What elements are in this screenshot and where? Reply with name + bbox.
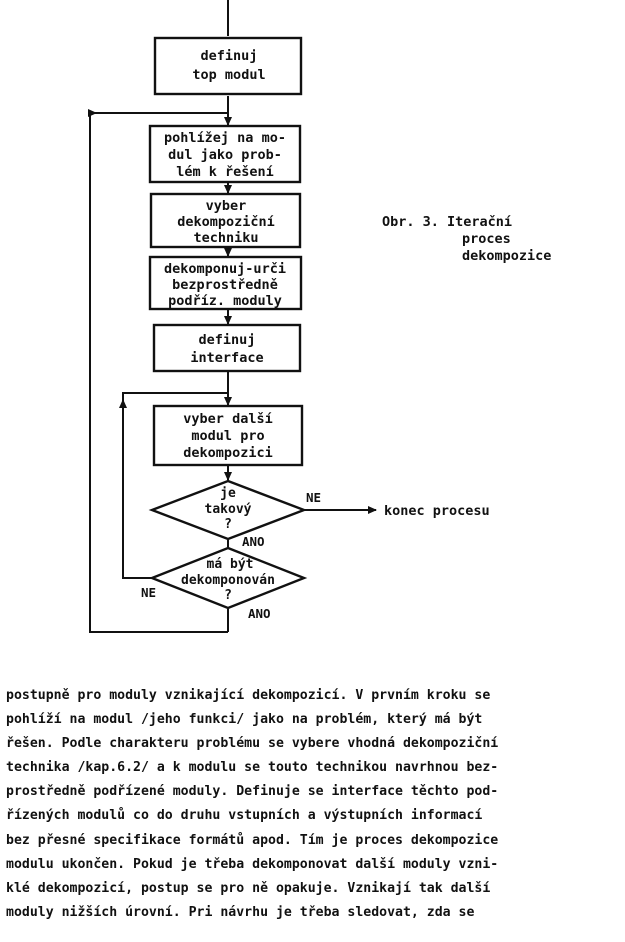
box6-line2: modul pro [191, 428, 265, 444]
body-line: modulu ukončen. Pokud je třeba dekomponovat další moduly vzni- [6, 856, 499, 872]
process-box-1 [155, 38, 301, 94]
body-line: moduly nižších úrovní. Pri návrhu je třeba sledovat, zda se [6, 904, 475, 920]
body-paragraph [6, 684, 618, 925]
box1-line1: definuj [200, 48, 258, 64]
process-box-2 [150, 126, 300, 182]
body-line: technika /kap.6.2/ a k modulu se touto technikou navrhnou bez- [6, 760, 499, 776]
decision2-line1: má být [206, 557, 254, 572]
figure-caption [382, 214, 551, 264]
box2-line2: dul jako prob- [168, 147, 282, 163]
end-process-label: konec procesu [384, 503, 490, 519]
process-box-3 [151, 194, 300, 247]
decision1-yes-label: ANO [242, 534, 265, 549]
box5-line2: interface [190, 350, 264, 366]
decision-diamond-2 [152, 548, 304, 608]
body-line: prostředně podřízené moduly. Definuje se interface těchto pod- [6, 784, 499, 800]
box4-line2: bezprostředně [172, 277, 278, 293]
process-box-4 [150, 257, 301, 309]
box3-line1: vyber [205, 198, 247, 214]
body-line: pohlíží na modul /jeho funkci/ jako na problém, který má být [6, 712, 483, 728]
decision1-line3: ? [224, 517, 232, 532]
caption-line3: dekompozice [462, 248, 552, 264]
decision2-no-label: NE [141, 585, 157, 600]
decision1-line2: takový [204, 502, 252, 517]
body-line: bez přesné specifikace formátů apod. Tím je proces dekompozice [6, 832, 499, 848]
box5-line1: definuj [198, 332, 256, 348]
box3-line3: techniku [193, 230, 259, 246]
process-box-6 [154, 406, 302, 465]
decision1-no-label: NE [306, 490, 322, 505]
decision1-line1: je [220, 486, 236, 501]
box6-line1: vyber další [183, 411, 273, 427]
body-line: postupně pro moduly vznikající dekompozicí. V prvním kroku se [6, 688, 491, 703]
decision2-line2: dekomponován [181, 573, 275, 588]
body-line: řízených modulů co do druhu vstupních a výstupních informací [6, 808, 483, 824]
body-line: řešen. Podle charakteru problému se vybere vhodná dekompoziční [6, 736, 499, 752]
body-line: klé dekompozicí, postup se pro ně opakuje. Vznikají tak další [6, 880, 491, 896]
box1-line2: top modul [192, 67, 266, 83]
caption-line2: proces [462, 231, 511, 247]
outer-loop-line [90, 113, 228, 632]
box4-line3: podříz. moduly [168, 293, 282, 309]
box2-line3: lém k řešení [176, 164, 274, 180]
decision2-line3: ? [224, 588, 232, 603]
caption-line1: Obr. 3. Iterační [382, 214, 513, 230]
decision-diamond-1 [152, 481, 304, 539]
box3-line2: dekompoziční [177, 214, 275, 230]
box2-line1: pohlížej na mo- [164, 130, 286, 146]
process-box-5 [154, 325, 300, 371]
decision2-yes-label: ANO [248, 606, 271, 621]
box4-line1: dekomponuj-urči [164, 261, 286, 277]
box6-line3: dekompozici [183, 445, 273, 461]
